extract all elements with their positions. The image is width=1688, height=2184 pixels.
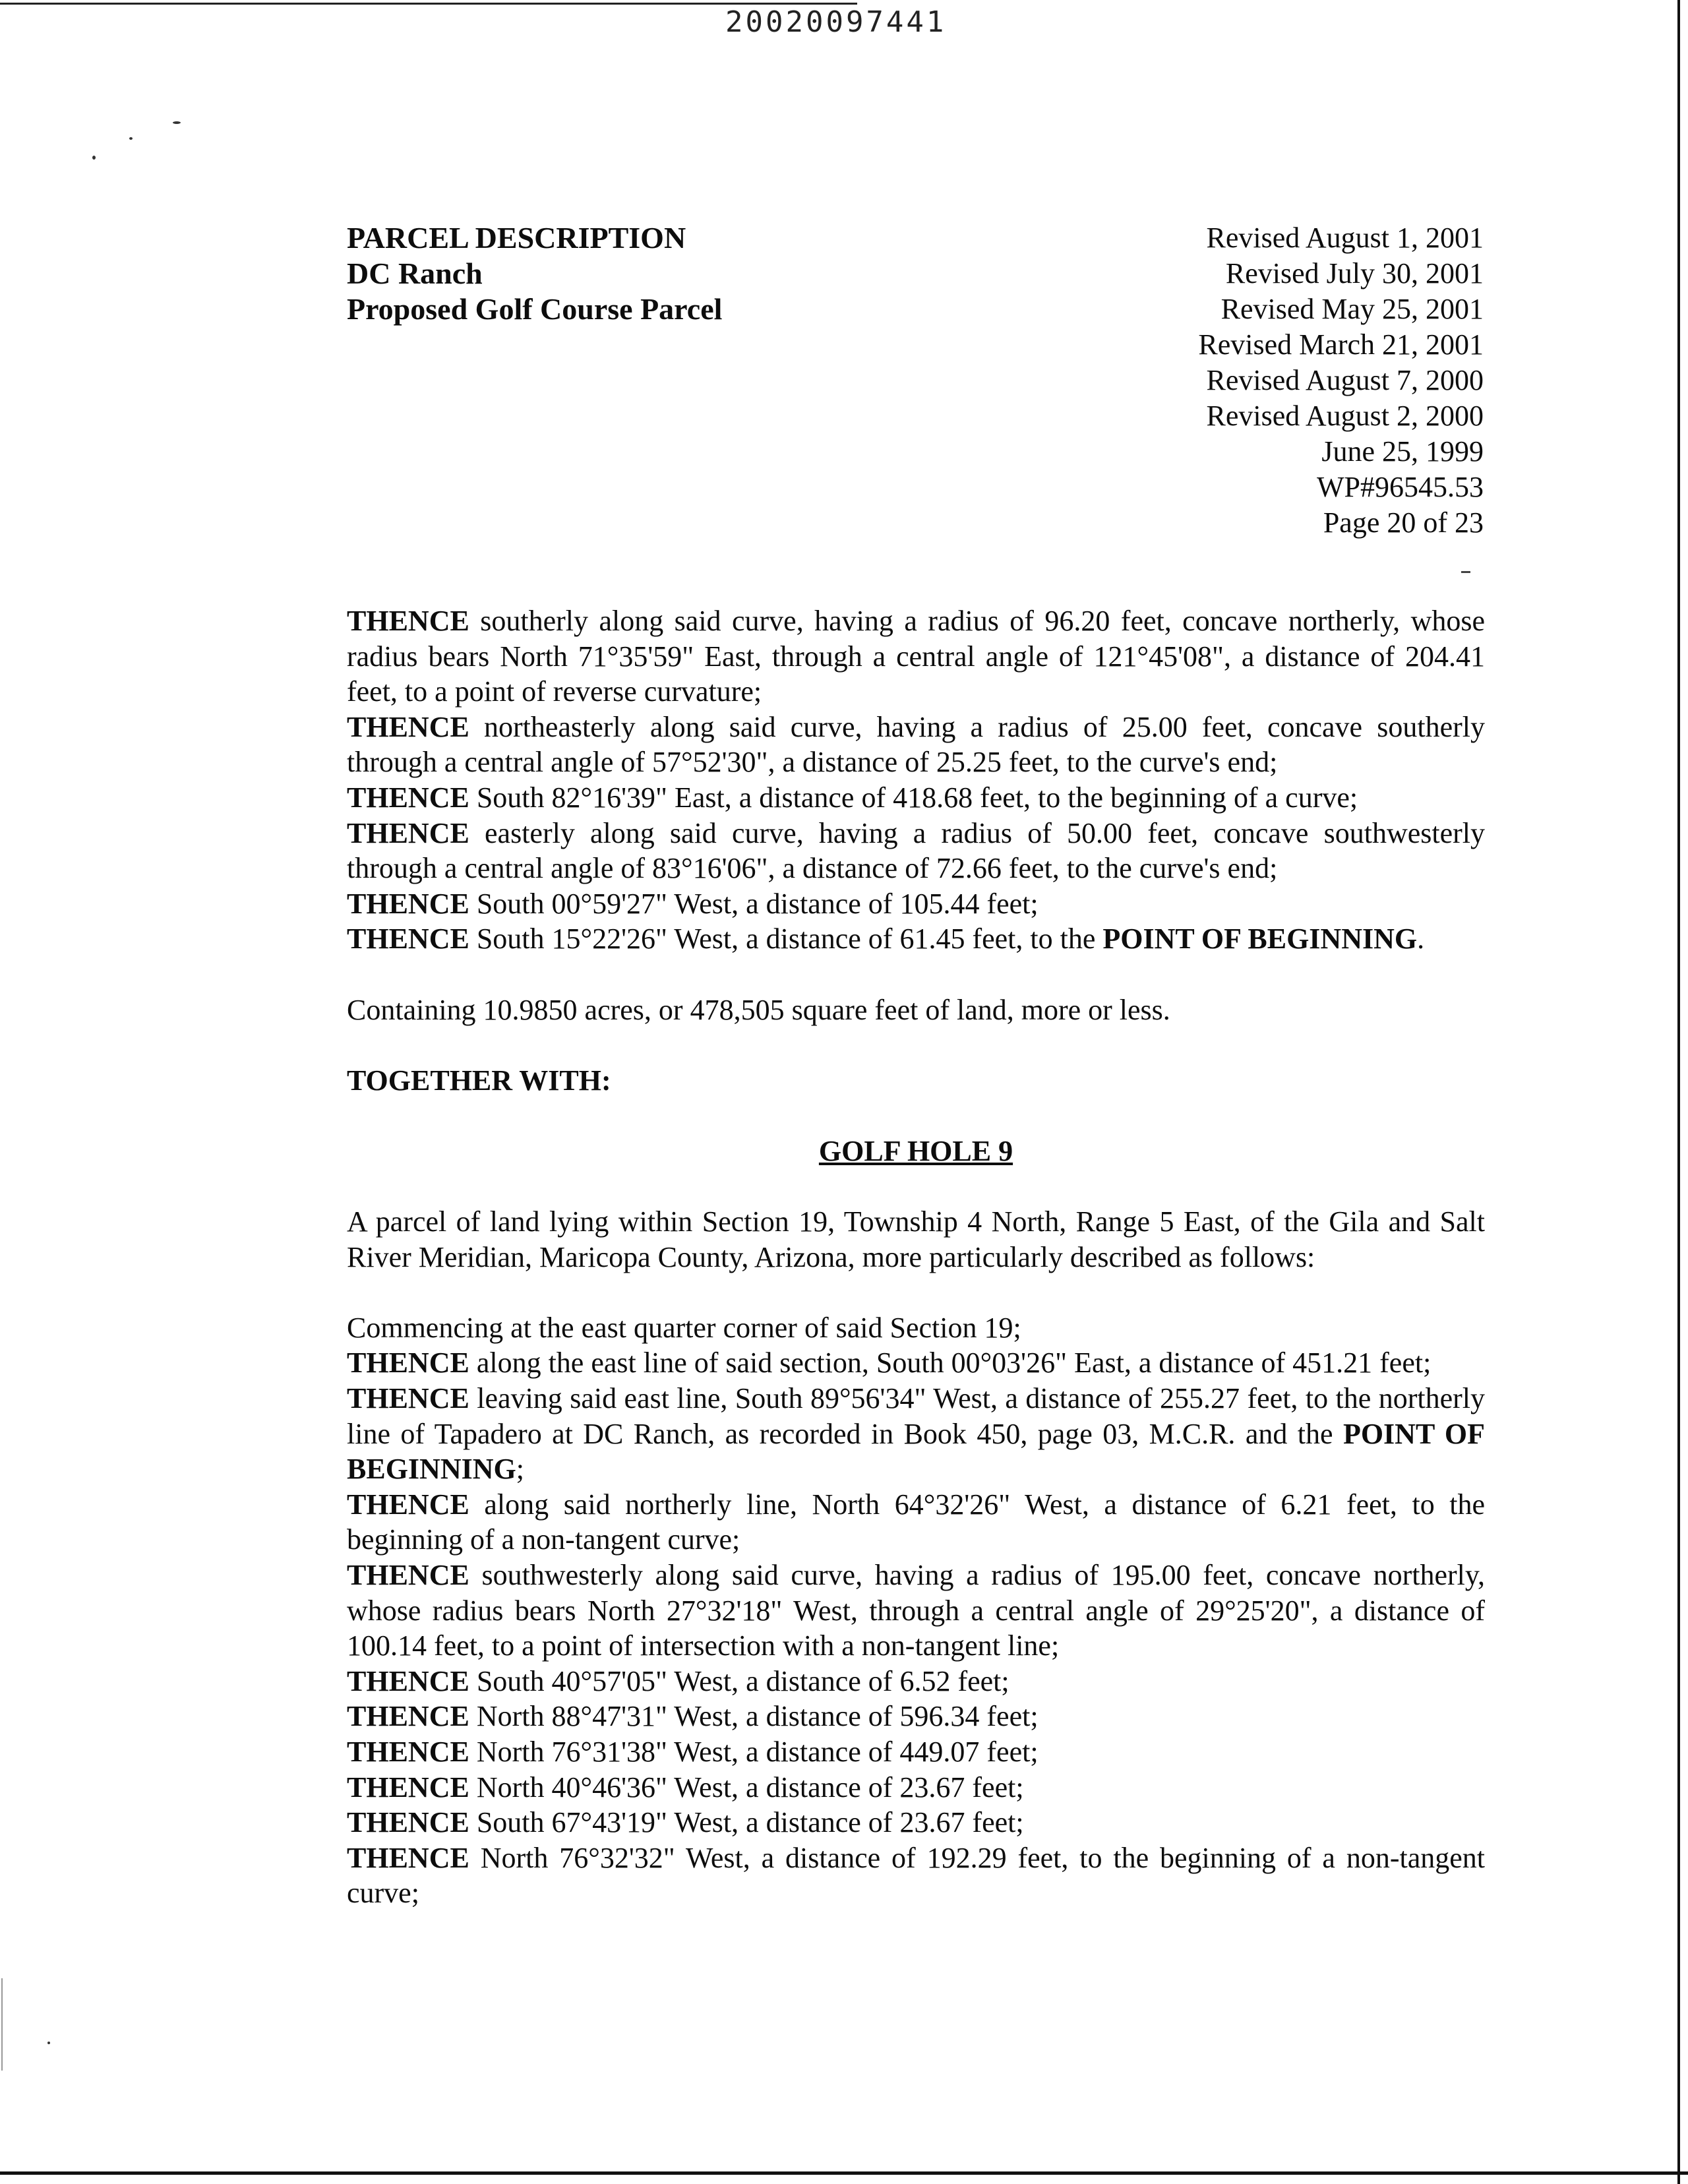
course-text: South 82°16'39" East, a distance of 418.68 feet, to the beginning of a curve;	[476, 781, 1358, 814]
thence-keyword: THENCE	[347, 1382, 469, 1415]
course-paragraph	[347, 1770, 1485, 1805]
work-order-number: WP#96545.53	[1317, 471, 1484, 503]
thence-keyword: THENCE	[347, 1488, 469, 1521]
course-paragraph	[347, 816, 1485, 886]
thence-keyword: THENCE	[347, 1771, 469, 1804]
document-number: 20020097441	[725, 5, 947, 39]
thence-keyword: THENCE	[347, 887, 469, 920]
course-text: South 00°59'27" West, a distance of 105.44 feet;	[476, 887, 1039, 920]
spacer	[347, 1169, 1485, 1205]
together-with-heading: TOGETHER WITH:	[347, 1064, 611, 1097]
scan-right-edge	[1677, 0, 1680, 2184]
course-paragraph	[347, 710, 1485, 780]
course-text: northeasterly along said curve, having a radius of 25.00 feet, concave southerly through a central angle of 57°52'30", a distance of 25.25 feet, to the curve's end;	[347, 710, 1485, 779]
revision-date: Revised August 7, 2000	[1206, 364, 1484, 396]
scan-bottom-edge	[0, 2171, 1688, 2175]
thence-keyword: THENCE	[347, 1700, 469, 1733]
course-text: North 76°32'32" West, a distance of 192.29 feet, to the beginning of a non-tangent curve;	[347, 1841, 1485, 1910]
course-text: along the east line of said section, South 00°03'26" East, a distance of 451.21 feet;	[476, 1347, 1432, 1380]
revision-list	[1198, 220, 1484, 541]
page-number: Page 20 of 23	[1323, 506, 1484, 539]
course-paragraph	[347, 1840, 1485, 1911]
revision-date: Revised July 30, 2001	[1225, 257, 1484, 289]
point-of-beginning: POINT OF BEGINNING	[1102, 923, 1418, 956]
thence-keyword: THENCE	[347, 923, 469, 956]
course-paragraph	[347, 1664, 1485, 1699]
scan-top-edge	[0, 3, 857, 5]
course-text: southerly along said curve, having a radius of 96.20 feet, concave northerly, whose radius bears North 71°35'59" East, through a central angle of 121°45'08", a distance of 204.41 feet, to a point of reverse curvature;	[347, 605, 1486, 708]
spacer	[347, 1275, 1485, 1310]
course-paragraph	[347, 780, 1485, 816]
course-text: North 88°47'31" West, a distance of 596.34 feet;	[476, 1700, 1039, 1733]
thence-keyword: THENCE	[347, 781, 469, 814]
course-paragraph	[347, 1487, 1485, 1558]
scan-left-mark	[1, 1978, 3, 2071]
scan-speck	[129, 137, 133, 140]
commencing-statement: Commencing at the east quarter corner of said Section 19;	[347, 1311, 1021, 1344]
containing-statement: Containing 10.9850 acres, or 478,505 square feet of land, more or less.	[347, 993, 1170, 1026]
thence-keyword: THENCE	[347, 1736, 469, 1768]
course-paragraph	[347, 886, 1485, 922]
thence-keyword: THENCE	[347, 1806, 469, 1839]
course-text: leaving said east line, South 89°56'34" West, a distance of 255.27 feet, to the northerly line of Tapadero at DC Ranch, as recorded in Book 450, page 03, M.C.R. and the	[347, 1382, 1486, 1450]
course-text: southwesterly along said curve, having a radius of 195.00 feet, concave northerly, whose radius bears North 27°32'18" West, through a central angle of 29°25'20", a distance of 100.14 feet, to a point of intersection with a non-tangent line;	[347, 1559, 1485, 1662]
original-date: June 25, 1999	[1321, 435, 1484, 468]
header-title-line: Proposed Golf Course Parcel	[347, 292, 723, 326]
punctuation: ;	[516, 1453, 524, 1486]
scan-speck	[92, 156, 96, 160]
spacer	[347, 1098, 1485, 1134]
revision-date: Revised August 2, 2000	[1206, 400, 1484, 432]
course-text: North 76°31'38" West, a distance of 449.07 feet;	[476, 1736, 1039, 1768]
course-paragraph	[347, 1381, 1485, 1487]
point-of-beginning: POINT OF BEGINNING	[347, 1417, 1485, 1486]
scan-speck	[173, 121, 181, 124]
course-text: South 40°57'05" West, a distance of 6.52 feet;	[476, 1664, 1010, 1697]
scan-speck	[47, 2042, 50, 2044]
course-text: along said northerly line, North 64°32'26" West, a distance of 6.21 feet, to the beginning of a non-tangent curve;	[347, 1488, 1486, 1556]
course-paragraph	[347, 1558, 1485, 1664]
course-text: South 67°43'19" West, a distance of 23.67 feet;	[476, 1806, 1024, 1839]
course-paragraph	[347, 603, 1485, 710]
course-text: easterly along said curve, having a radius of 50.00 feet, concave southwesterly through a central angle of 83°16'06", a distance of 72.66 feet, to the curve's end;	[347, 816, 1486, 885]
course-paragraph	[347, 1345, 1485, 1381]
course-paragraph	[347, 1734, 1485, 1770]
course-paragraph	[347, 921, 1485, 957]
course-text: South 15°22'26" West, a distance of 61.45 feet, to the	[476, 923, 1096, 956]
thence-keyword: THENCE	[347, 816, 469, 849]
punctuation: .	[1417, 923, 1425, 956]
parcel-header	[347, 220, 722, 327]
course-paragraph	[347, 1699, 1485, 1734]
spacer	[347, 1027, 1485, 1063]
revision-date: Revised August 1, 2001	[1206, 222, 1484, 254]
intro-paragraph: A parcel of land lying within Section 19, Township 4 North, Range 5 East, of the Gila and Salt River Meridian, Maricopa County, Arizona, more particularly described as follows:	[347, 1205, 1485, 1273]
revision-date: Revised May 25, 2001	[1221, 293, 1484, 325]
thence-keyword: THENCE	[347, 1664, 469, 1697]
section-heading: GOLF HOLE 9	[818, 1134, 1013, 1167]
thence-keyword: THENCE	[347, 710, 469, 743]
thence-keyword: THENCE	[347, 605, 469, 637]
thence-keyword: THENCE	[347, 1841, 469, 1874]
spacer	[347, 957, 1485, 992]
course-text: North 40°46'36" West, a distance of 23.67 feet;	[476, 1771, 1024, 1804]
header-title-line: DC Ranch	[347, 257, 483, 290]
thence-keyword: THENCE	[347, 1559, 469, 1592]
thence-keyword: THENCE	[347, 1347, 469, 1380]
legal-description-body	[347, 603, 1485, 1911]
course-paragraph	[347, 1805, 1485, 1840]
header-title-line: PARCEL DESCRIPTION	[347, 221, 686, 255]
scan-dash-mark	[1461, 571, 1470, 573]
revision-date: Revised March 21, 2001	[1198, 328, 1484, 361]
